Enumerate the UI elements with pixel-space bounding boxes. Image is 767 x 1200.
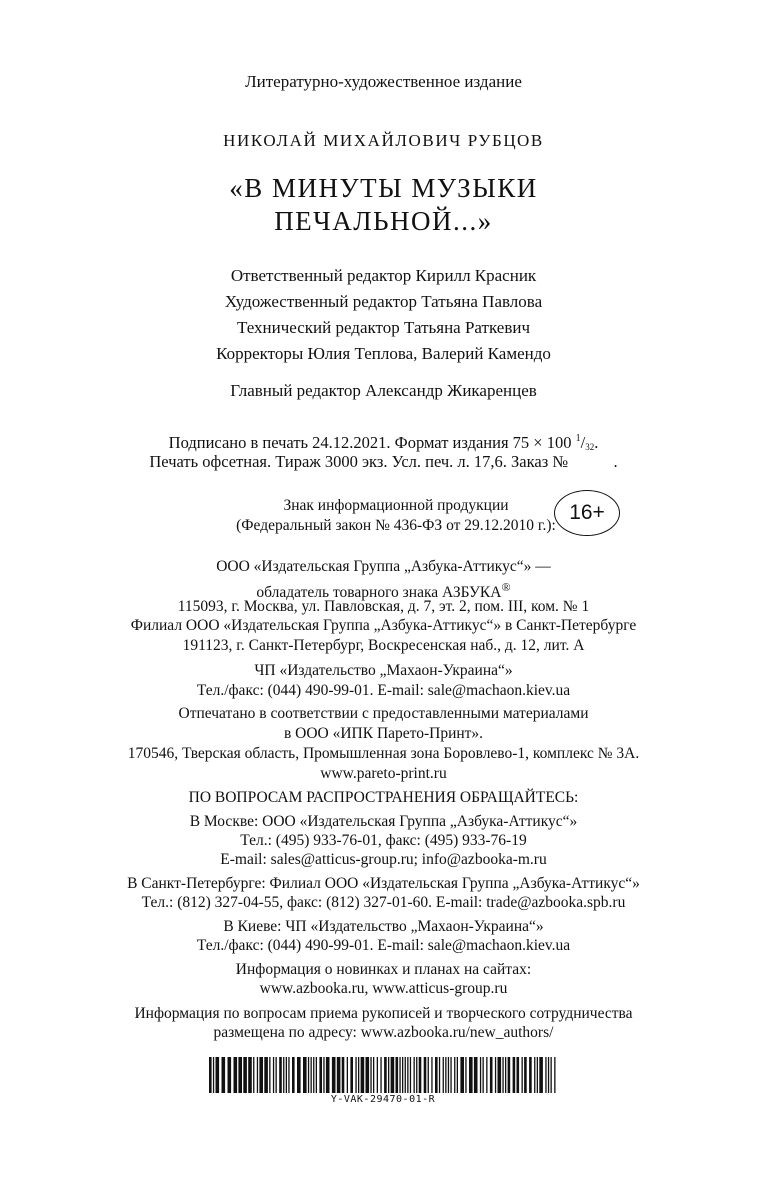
book-title-line-1: «В МИНУТЫ МУЗЫКИ: [229, 173, 538, 203]
barcode-bar: [483, 1057, 484, 1093]
author-name: НИКОЛАЙ МИХАЙЛОВИЧ РУБЦОВ: [223, 131, 544, 150]
barcode-bar: [448, 1057, 449, 1093]
barcode-bar: [414, 1057, 415, 1093]
responsible-editor: Ответственный редактор Кирилл Красник: [230, 266, 537, 285]
printer-address: 170546, Тверская область, Промышленная зона Боровлево-1, комплекс № 3А.: [127, 745, 640, 762]
barcode-bar: [303, 1057, 307, 1093]
barcode-bar: [534, 1057, 535, 1093]
barcode-bar: [431, 1057, 432, 1093]
printer-website: www.pareto-print.ru: [320, 765, 447, 782]
barcode-bar: [319, 1057, 322, 1093]
ukraine-contacts: Тел./факс: (044) 490-99-01. E-mail: sale@machaon.kiev.ua: [196, 682, 571, 699]
barcode-bar: [264, 1057, 268, 1093]
imprint-end: .: [594, 433, 599, 452]
barcode-bar: [342, 1057, 345, 1093]
manuscripts-line-1: Информация по вопросам приема рукописей и творческого сотрудничества: [134, 1005, 633, 1022]
barcode-bar: [402, 1057, 403, 1093]
barcode-bar: [480, 1057, 481, 1093]
imprint-print-run: Печать офсетная. Тираж 3000 экз. Усл. печ. л. 17,6. Заказ № .: [149, 452, 618, 471]
websites-line-1: Информация о новинках и планах на сайтах:: [235, 961, 532, 978]
age-rating-badge: 16+: [554, 490, 620, 536]
barcode-bar: [416, 1057, 417, 1093]
barcode-bar: [490, 1057, 493, 1093]
barcode-bar: [445, 1057, 446, 1093]
barcode-bar: [474, 1057, 478, 1093]
registered-mark: ®: [501, 580, 511, 594]
barcode-bar: [537, 1057, 538, 1093]
distribution-moscow-3: E-mail: sales@atticus-group.ru; info@azbooka-m.ru: [220, 851, 547, 868]
barcode-bar: [297, 1057, 301, 1093]
barcode-bar: [370, 1057, 371, 1093]
barcode-bar: [465, 1057, 466, 1093]
barcode-bar: [407, 1057, 408, 1093]
barcode-bar: [513, 1057, 516, 1093]
barcode-bar: [366, 1057, 370, 1093]
info-mark-line-1: Знак информационной продукции: [283, 497, 509, 514]
barcode-image: [207, 1057, 559, 1093]
barcode-bar: [238, 1057, 242, 1093]
barcode-bar: [443, 1057, 444, 1093]
barcode-bar: [347, 1057, 348, 1093]
proofreaders: Корректоры Юлия Теплова, Валерий Камендо: [216, 344, 551, 363]
format-denominator: 32: [585, 442, 595, 452]
barcode-bar: [388, 1057, 389, 1093]
technical-editor: Технический редактор Татьяна Раткевич: [236, 318, 531, 337]
barcode-bar: [486, 1057, 487, 1093]
imprint-signed-text: Подписано в печать 24.12.2021. Формат издания 75 × 100: [168, 433, 572, 452]
edition-type: Литературно-художественное издание: [245, 72, 522, 91]
imprint-signed-format: Подписано в печать 24.12.2021. Формат издания 75 × 100 $^1/_{32}$.: [168, 433, 599, 452]
barcode-bar: [405, 1057, 406, 1093]
barcode-bar: [548, 1057, 549, 1093]
barcode-bar: [361, 1057, 365, 1093]
barcode-bar: [502, 1057, 503, 1093]
barcode-bar: [428, 1057, 429, 1093]
barcode-bar: [243, 1057, 247, 1093]
websites-line-2: www.azbooka.ru, www.atticus-group.ru: [259, 980, 508, 997]
barcode-bar: [435, 1057, 438, 1093]
distribution-spb-1: В Санкт-Петербурге: Филиал ООО «Издательская Группа „Азбука-Аттикус“»: [127, 875, 640, 892]
barcode-bar: [396, 1057, 399, 1093]
barcode-bar: [337, 1057, 341, 1093]
barcode-bar: [316, 1057, 317, 1093]
barcode-bar: [399, 1057, 400, 1093]
barcode-bar: [419, 1057, 422, 1093]
printer-line-2: в ООО «ИПК Парето-Принт».: [283, 725, 484, 742]
barcode-bar: [377, 1057, 378, 1093]
barcode-bar: [551, 1057, 552, 1093]
barcode-bar: [355, 1057, 356, 1093]
barcode-bar: [498, 1057, 502, 1093]
barcode-bar: [457, 1057, 458, 1093]
barcode-bar: [539, 1057, 543, 1093]
barcode-bar: [257, 1057, 258, 1093]
barcode-bar: [292, 1057, 295, 1093]
barcode-bar: [313, 1057, 314, 1093]
distribution-kiev-2: Тел./факс: (044) 490-99-01. E-mail: sale@machaon.kiev.ua: [196, 937, 571, 954]
barcode-bar: [311, 1057, 312, 1093]
barcode-code: Y-VAK-29470-01-R: [330, 1094, 436, 1105]
barcode-bar: [460, 1057, 464, 1093]
barcode-bar: [213, 1057, 214, 1093]
manuscripts-line-2: размещена по адресу: www.azbooka.ru/new_authors/: [213, 1024, 554, 1041]
barcode-bar: [391, 1057, 395, 1093]
barcode-bar: [505, 1057, 506, 1093]
barcode-bar: [308, 1057, 309, 1093]
barcode-bar: [454, 1057, 455, 1093]
barcode-bar: [222, 1057, 226, 1093]
barcode-bar: [358, 1057, 359, 1093]
distribution-kiev-1: В Киеве: ЧП «Издательство „Махаон-Украина“»: [223, 918, 544, 935]
distribution-moscow-2: Тел.: (495) 933-76-01, факс: (495) 933-76-19: [240, 832, 527, 849]
barcode-bar: [524, 1057, 527, 1093]
art-editor: Художественный редактор Татьяна Павлова: [224, 292, 543, 311]
barcode-bar: [380, 1057, 381, 1093]
barcode-bar: [234, 1057, 238, 1093]
barcode-bar: [424, 1057, 427, 1093]
barcode-bar: [508, 1057, 511, 1093]
barcode-bar: [209, 1057, 212, 1093]
barcode-bar: [248, 1057, 252, 1093]
barcode-bar: [384, 1057, 387, 1093]
publisher-trademark-text: обладатель товарного знака АЗБУКА: [256, 584, 502, 601]
printer-line-1: Отпечатано в соответствии с предоставленными материалами: [178, 705, 589, 722]
barcode-bar: [517, 1057, 520, 1093]
barcode-bar: [469, 1057, 473, 1093]
barcode-bar: [529, 1057, 532, 1093]
branch-name: Филиал ООО «Издательская Группа „Азбука-Аттикус“» в Санкт-Петербурге: [130, 617, 637, 634]
barcode-bar: [450, 1057, 451, 1093]
barcode-bar: [253, 1057, 254, 1093]
barcode-bar: [286, 1057, 287, 1093]
distribution-spb-2: Тел.: (812) 327-04-55, факс: (812) 327-01-60. E-mail: trade@azbooka.spb.ru: [141, 894, 626, 911]
ukraine-publisher: ЧП «Издательство „Махаон-Украина“»: [254, 662, 513, 679]
barcode-bar: [554, 1057, 555, 1093]
barcode-bar: [439, 1057, 440, 1093]
barcode-bar: [522, 1057, 523, 1093]
barcode-bar: [545, 1057, 546, 1093]
distribution-moscow-1: В Москве: ООО «Издательская Группа „Азбука-Аттикус“»: [189, 813, 578, 830]
barcode-bar: [288, 1057, 289, 1093]
barcode-bar: [326, 1057, 330, 1093]
publisher-address: 115093, г. Москва, ул. Павловская, д. 7, эт. 2, пом. III, ком. № 1: [177, 598, 590, 615]
barcode-bar: [495, 1057, 496, 1093]
chief-editor: Главный редактор Александр Жикаренцев: [230, 381, 537, 400]
info-mark-line-2: (Федеральный закон № 436-ФЗ от 29.12.2010 г.):: [236, 517, 556, 534]
barcode-bar: [350, 1057, 353, 1093]
distribution-heading: ПО ВОПРОСАМ РАСПРОСТРАНЕНИЯ ОБРАЩАЙТЕСЬ:: [188, 789, 579, 806]
publisher-name: ООО «Издательская Группа „Азбука-Аттикус“» —: [216, 558, 551, 575]
format-numerator: 1: [575, 433, 581, 444]
barcode-bar: [259, 1057, 263, 1093]
barcode-bar: [273, 1057, 274, 1093]
barcode-bar: [373, 1057, 374, 1093]
barcode-bar: [216, 1057, 220, 1093]
barcode-bar: [332, 1057, 336, 1093]
branch-address: 191123, г. Санкт-Петербург, Воскресенская наб., д. 12, лит. А: [182, 637, 585, 654]
barcode-bar: [283, 1057, 284, 1093]
barcode-bar: [279, 1057, 282, 1093]
barcode-bar: [269, 1057, 270, 1093]
barcode-bar: [323, 1057, 324, 1093]
barcode-bar: [410, 1057, 411, 1093]
barcode-bar: [228, 1057, 232, 1093]
book-title-line-2: ПЕЧАЛЬНОЙ...»: [274, 206, 493, 236]
barcode-bar: [276, 1057, 277, 1093]
